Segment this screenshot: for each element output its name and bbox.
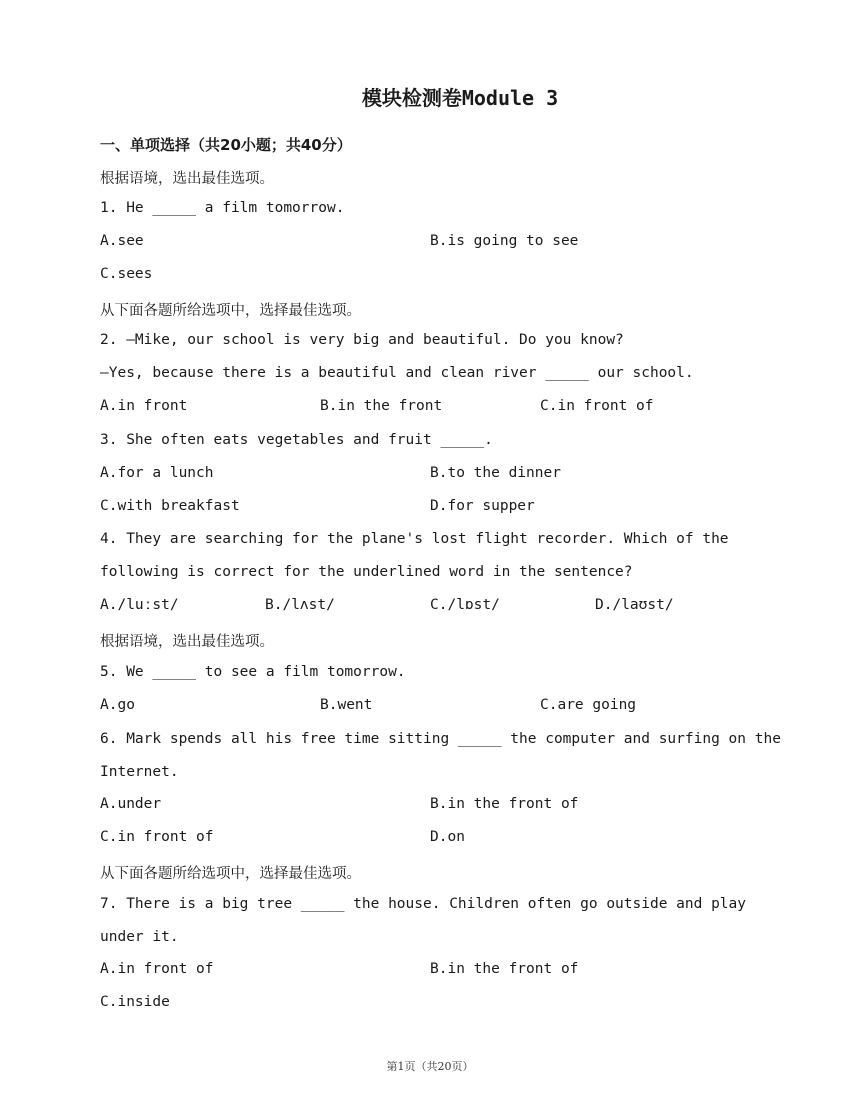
page-footer: 第1页（共20页） [386, 1060, 474, 1073]
q7-option-b: B.in the front of [430, 961, 579, 977]
q5-option-c: C.are going [540, 697, 637, 713]
question-1: 1. He _____ a film tomorrow. [100, 200, 345, 216]
q6-option-a: A.under [100, 796, 162, 812]
q6-option-d: D.on [430, 829, 465, 845]
instruction-context-1: 根据语境，选出最佳选项。 [100, 171, 274, 187]
q5-option-a: A.go [100, 697, 135, 713]
q3-option-d: D.for supper [430, 498, 535, 514]
q1-option-b: B.is going to see [430, 233, 579, 249]
question-3: 3. She often eats vegetables and fruit _____. [100, 432, 493, 448]
question-4-line-1: 4. They are searching for the plane's lost flight recorder. Which of the [100, 531, 729, 547]
section-heading: 一、单项选择（共20小题；共40分） [100, 136, 352, 154]
q2-option-a: A.in front [100, 398, 188, 414]
question-4-line-2: following is correct for the underlined word in the sentence? [100, 564, 633, 580]
question-7-line-2: under it. [100, 929, 179, 945]
page-title: 模块检测卷Module 3 [361, 86, 559, 110]
q4-option-d: D./laʊst/ [595, 597, 674, 613]
q3-option-c: C.with breakfast [100, 498, 240, 514]
question-6-line-1: 6. Mark spends all his free time sitting _____ the computer and surfing on the [100, 731, 781, 747]
q4-option-c: C./lɒst/ [430, 597, 500, 613]
question-5: 5. We _____ to see a film tomorrow. [100, 664, 406, 680]
q4-option-b: B./lʌst/ [265, 597, 335, 613]
q6-option-c: C.in front of [100, 829, 214, 845]
q1-option-a: A.see [100, 233, 144, 249]
instruction-context-2: 根据语境，选出最佳选项。 [100, 634, 274, 650]
instruction-options-2: 从下面各题所给选项中，选择最佳选项。 [100, 866, 361, 882]
question-2-line-1: 2. —Mike, our school is very big and beautiful. Do you know? [100, 332, 624, 348]
question-2-line-2: —Yes, because there is a beautiful and clean river _____ our school. [100, 365, 694, 381]
question-7-line-1: 7. There is a big tree _____ the house. Children often go outside and play [100, 896, 747, 912]
q6-option-b: B.in the front of [430, 796, 579, 812]
q4-option-a: A./luːst/ [100, 597, 179, 613]
q2-option-c: C.in front of [540, 398, 654, 414]
q1-option-c: C.sees [100, 266, 153, 282]
q5-option-b: B.went [320, 697, 373, 713]
q7-option-c: C.inside [100, 994, 170, 1010]
q2-option-b: B.in the front [320, 398, 443, 414]
question-6-line-2: Internet. [100, 764, 179, 780]
instruction-options-1: 从下面各题所给选项中，选择最佳选项。 [100, 303, 361, 319]
q3-option-b: B.to the dinner [430, 465, 561, 481]
q7-option-a: A.in front of [100, 961, 214, 977]
q3-option-a: A.for a lunch [100, 465, 214, 481]
